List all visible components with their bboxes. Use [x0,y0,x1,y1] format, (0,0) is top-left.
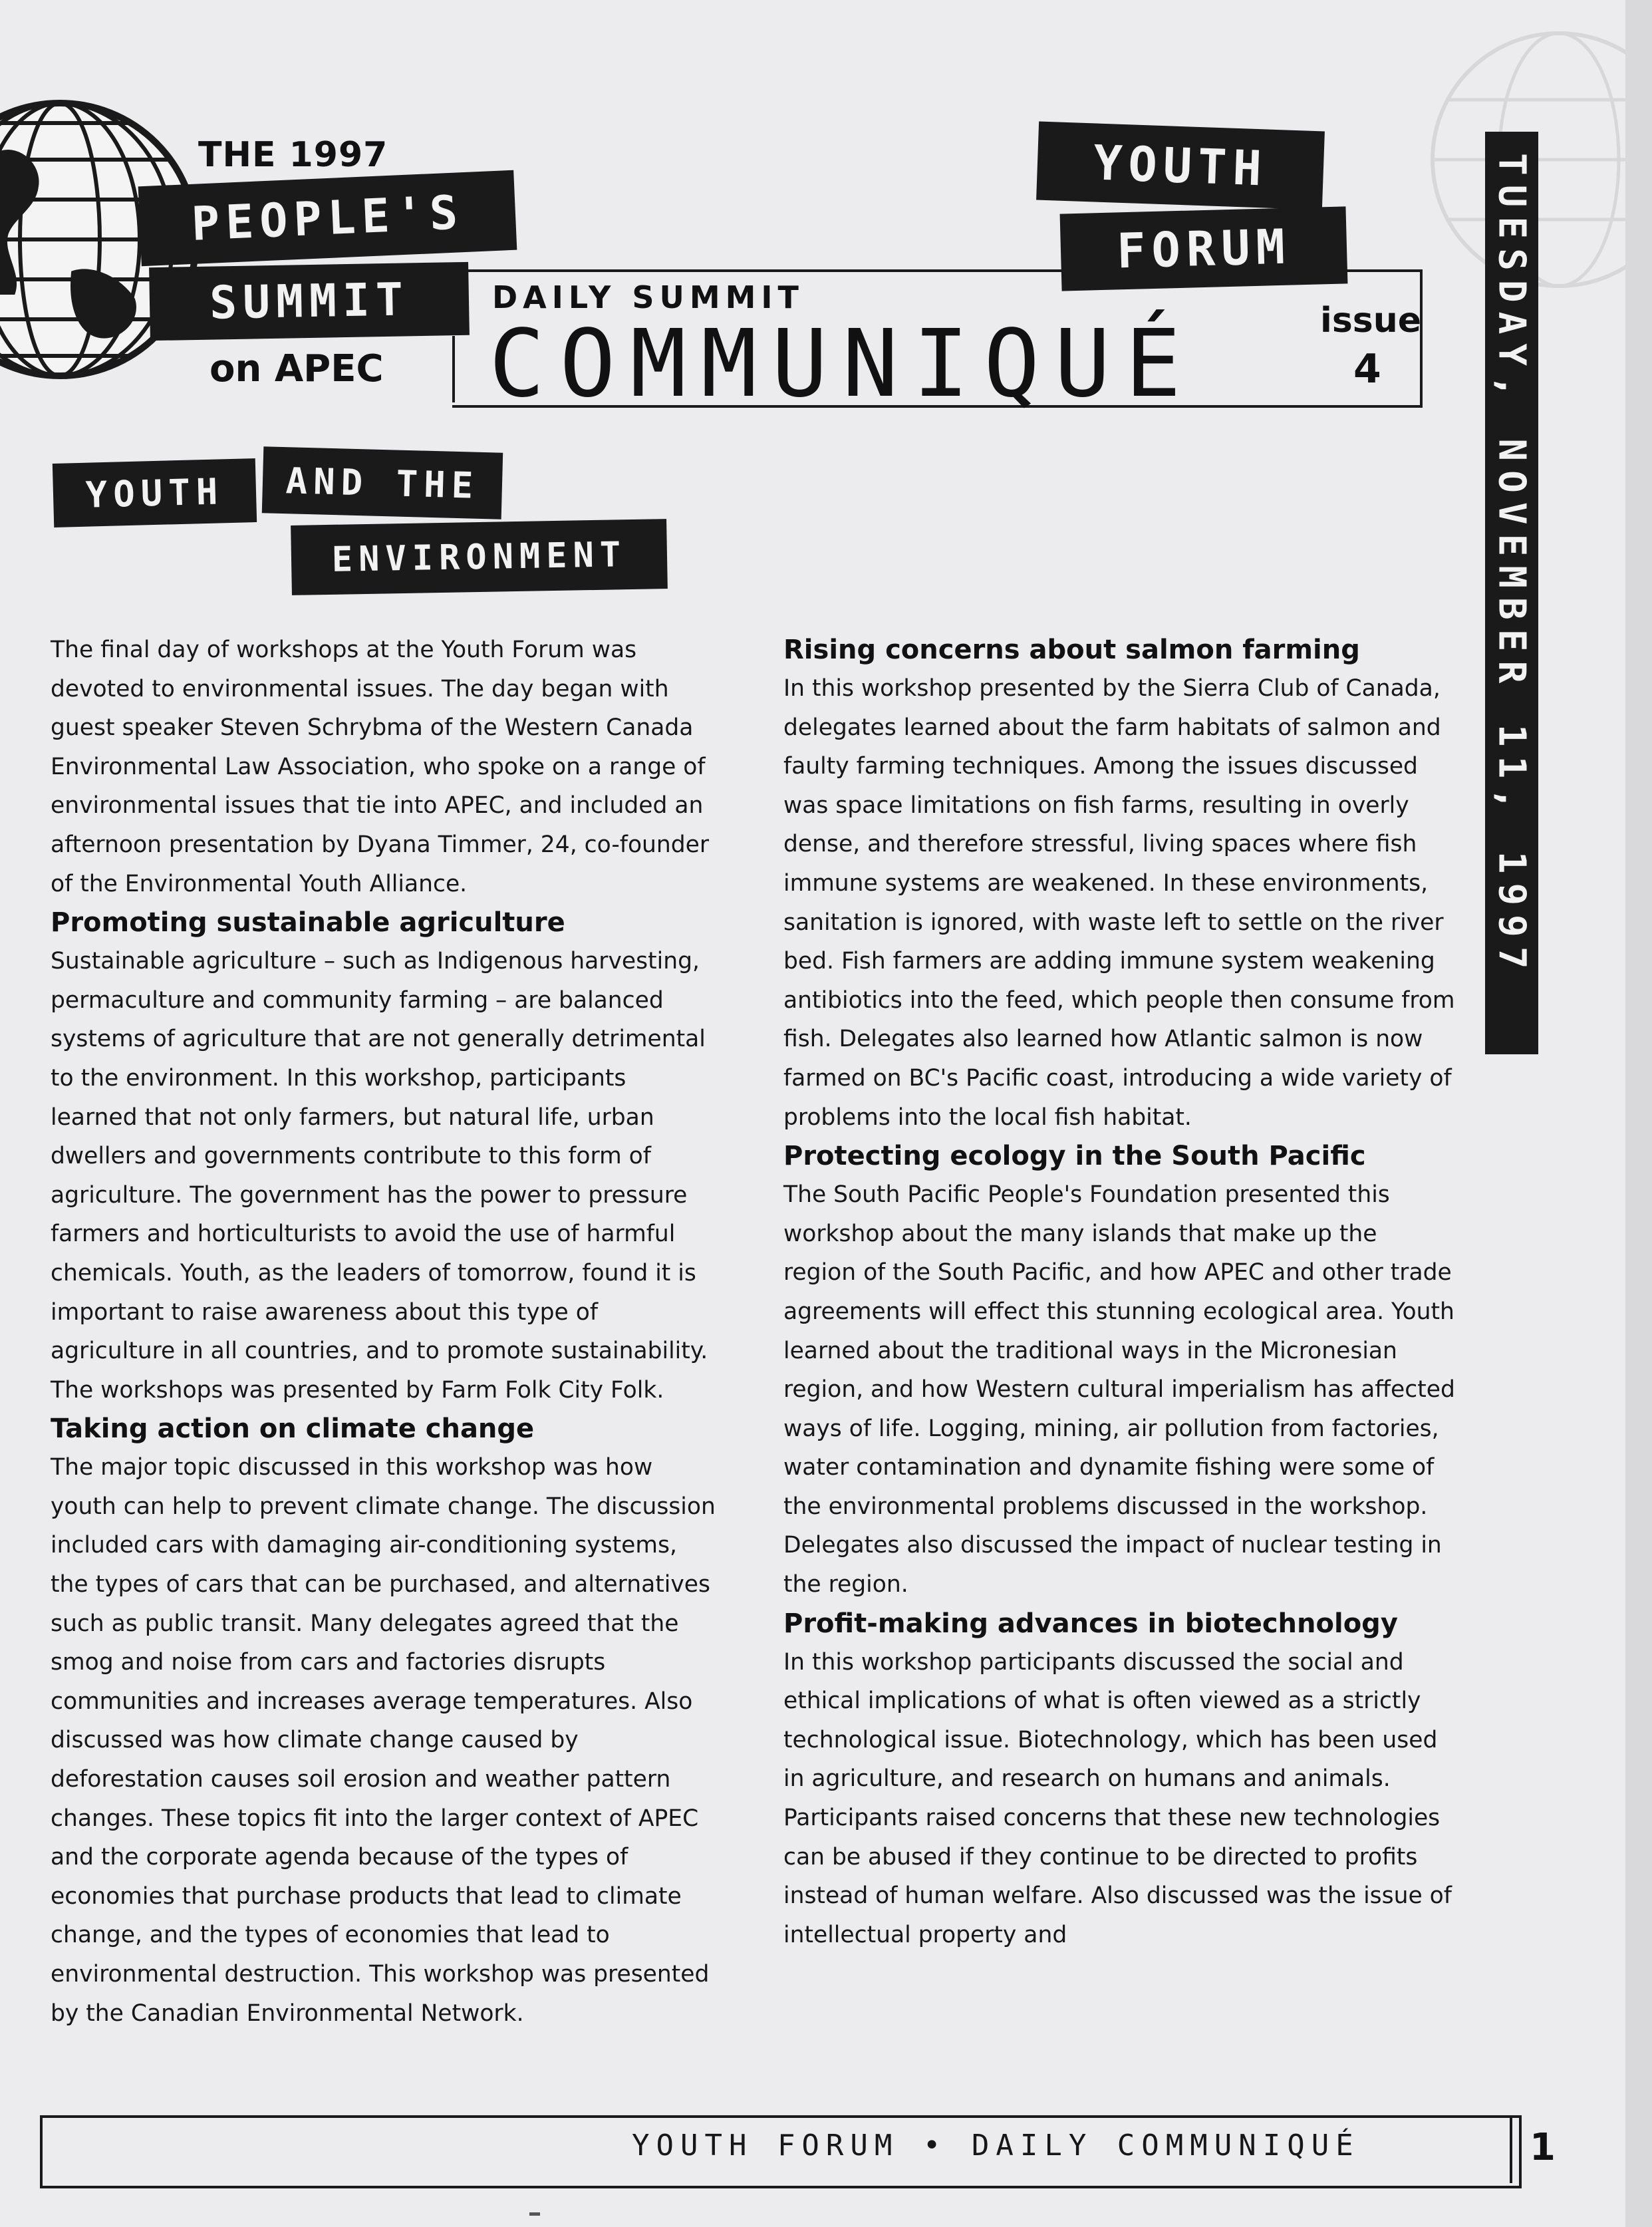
agriculture-paragraph: Sustainable agriculture – such as Indigenous harvesting, permaculture and community farming – are balanced systems of agriculture that are not generally detrimental to the environment. In this workshop, participants learned that not only farmers, but natural life, urban dwellers and governments contribute to this form of agriculture. The government has the power to pressure farmers and horticulturists to avoid the use of harmful chemicals. Youth, as the leaders of tomorrow, found it is important to raise awareness about this type of agriculture in all countries, and to promote sustainability. The workshops was presented by Farm Folk City Folk. [51,948,708,1404]
section-and-the-stamp: AND THE [262,446,503,519]
biotech-heading: Profit-making advances in biotechnology [783,1608,1398,1639]
climate-heading: Taking action on climate change [51,1413,535,1445]
right-column [783,631,1455,1954]
footer-divider [1510,2118,1512,2183]
salmon-paragraph: In this workshop presented by the Sierra Club of Canada, delegates learned about the farm habitats of salmon and faulty farming techniques. Among the issues discussed was space limitations on fish farms, resulting in overly dense, and therefore stressful, living spaces where fish immune systems are weakened. In these environments, sanitation is ignored, with waste left to settle on the river bed. Fish farmers are adding immune system weakening antibiotics into the feed, which people then consume from fish. Delegates also learned how Atlantic salmon is now farmed on BC's Pacific coast, introducing a wide variety of problems into the local fish habitat. [783,675,1455,1131]
event-year-label: THE 1997 [198,135,388,175]
footer-title: YOUTH FORUM • DAILY COMMUNIQUÉ [632,2129,1360,2162]
page-edge [1625,0,1652,2227]
section-environment-stamp: ENVIRONMENT [291,519,668,595]
masthead-title: COMMUNIQUÉ [489,310,1196,418]
issue-label: issue [1320,301,1422,341]
biotech-paragraph: In this workshop participants discussed the social and ethical implications of what is often viewed as a strictly technological issue. Biotechnology, which has been used in agriculture, and research on humans and animals. Participants raised concerns that these new technologies can be abused if they continue to be directed to profits instead of human welfare. Also discussed was the issue of intellectual property and [783,1648,1452,1948]
agriculture-heading: Promoting sustainable agriculture [51,907,565,939]
climate-paragraph: The major topic discussed in this workshop was how youth can help to prevent climate change. The discussion included cars with damaging air-conditioning systems, the types of cars that can be purchased, and alternatives such as public transit. Many delegates agreed that the smog and noise from cars and factories disrupts communities and increases average temperatures. Also discussed was how climate change caused by deforestation causes soil erosion and weather pattern changes. These topics fit into the larger context of APEC and the corporate agenda because of the types of economies that purchase products that lead to climate change, and the types of economies that lead to environmental destruction. This workshop was presented by the Canadian Environmental Network. [51,1454,716,2027]
scan-mark [529,2212,540,2216]
issue-number: 4 [1353,346,1381,392]
daily-summit-label: DAILY SUMMIT [492,279,804,315]
youth-stamp: YOUTH [1036,122,1325,210]
section-youth-stamp: YOUTH [53,458,257,527]
masthead-divider [452,336,455,402]
salmon-heading: Rising concerns about salmon farming [783,635,1360,665]
left-column [51,631,716,2033]
page-number: 1 [1530,2126,1556,2169]
ecology-paragraph: The South Pacific People's Foundation presented this workshop about the many islands that make up the region of the South Pacific, and how APEC and other trade agreements will effect this stunning ecological area. Youth learned about the traditional ways in the Micronesian region, and how Western cultural imperialism has affected ways of life. Logging, mining, air pollution from factories, water contamination and dynamite fishing were some of the environmental problems discussed in the workshop. Delegates also discussed the impact of nuclear testing in the region. [783,1181,1455,1598]
ecology-heading: Protecting ecology in the South Pacific [783,1141,1366,1172]
peoples-stamp: PEOPLE'S [138,170,517,267]
intro-paragraph: The final day of workshops at the Youth Forum was devoted to environmental issues. The day began with guest speaker Steven Schrybma of the Western Canada Environmental Law Association, who spoke on a range of environmental issues that tie into APEC, and included an afternoon presentation by Dyana Timmer, 24, co-founder of the Environmental Youth Alliance. [51,637,710,897]
forum-stamp: FORUM [1060,206,1348,291]
issue-date: TUESDAY, NOVEMBER 11, 1997 [1490,153,1534,978]
on-apec-label: on APEC [209,347,384,390]
summit-stamp: SUMMIT [149,262,470,341]
